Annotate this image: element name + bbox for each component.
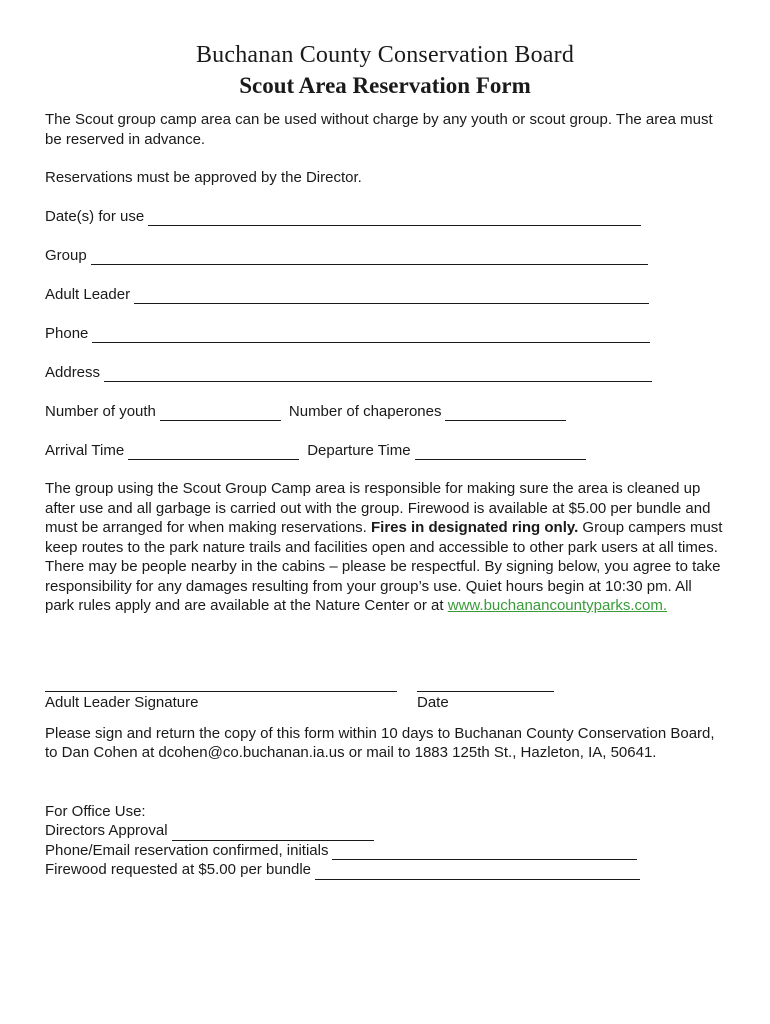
counts-field-row — [45, 402, 725, 422]
confirmed-field — [45, 841, 725, 861]
firewood-label: Firewood requested at $5.00 per bundle — [45, 861, 312, 878]
adult-leader-label: Adult Leader — [45, 285, 131, 303]
phone-field — [45, 324, 725, 344]
rules-text-1: The group using the Scout Group Camp area is responsible for making sure the area is cleaned up after use and all garbage is carried out with the group. Firewood is available at $5.00 per bundle and must be arranged for when making reservations. — [45, 480, 711, 536]
date-label: Date — [417, 693, 449, 711]
organization-title: Buchanan County Conservation Board — [195, 42, 575, 68]
approval-note: Reservations must be approved by the Director. — [45, 169, 362, 186]
dates-label: Date(s) for use — [45, 207, 145, 225]
adult-leader-field — [45, 285, 725, 305]
reservation-fields — [45, 207, 725, 461]
address-label: Address — [45, 363, 101, 381]
address-blank[interactable] — [104, 366, 652, 382]
reservation-form — [45, 40, 725, 880]
intro-paragraph: The Scout group camp area can be used without charge by any youth or scout group. The area must be reserved in advance. — [45, 111, 713, 148]
num-chaperones-blank[interactable] — [445, 405, 566, 421]
group-label: Group — [45, 246, 87, 264]
form-title: Scout Area Reservation Form — [239, 73, 531, 98]
signature-block — [45, 673, 725, 713]
num-youth-label: Number of youth — [45, 402, 156, 420]
group-field — [45, 246, 725, 266]
confirmed-blank[interactable] — [332, 844, 637, 860]
departure-blank[interactable] — [415, 444, 586, 460]
address-field — [45, 363, 725, 383]
fires-rule: Fires in designated ring only. — [371, 519, 579, 536]
office-use-section — [45, 802, 725, 880]
directors-approval-field — [45, 821, 725, 841]
phone-label: Phone — [45, 324, 89, 342]
dates-field — [45, 207, 725, 227]
dates-blank[interactable] — [148, 210, 641, 226]
leader-signature-line[interactable] — [45, 673, 397, 692]
adult-leader-blank[interactable] — [134, 288, 649, 304]
date-line[interactable] — [417, 673, 554, 692]
rules-text-2: Group campers must keep routes to the park nature trails and facilities open and accessible to other park users at all times. There may be people nearby in the cabins – please be respectful. By signing below, you agree to take responsibility for any damages resulting from your group’s use. Quiet hours begin at 10:30 pm. All park rules apply and are available at the Nature Center or at — [45, 519, 723, 614]
confirmed-label: Phone/Email reservation confirmed, initials — [45, 841, 329, 859]
leader-signature-label: Adult Leader Signature — [45, 693, 199, 711]
arrival-label: Arrival Time — [45, 441, 125, 459]
directors-approval-blank[interactable] — [172, 825, 374, 841]
phone-blank[interactable] — [92, 327, 650, 343]
rules-paragraph — [45, 479, 725, 616]
times-field-row — [45, 441, 725, 461]
return-instructions: Please sign and return the copy of this form within 10 days to Buchanan County Conservation Board, to Dan Cohen at dcohen@co.buchanan.ia.us or mail to 1883 125th St., Hazleton, IA, 50641. — [45, 724, 715, 761]
num-youth-blank[interactable] — [160, 405, 281, 421]
group-blank[interactable] — [91, 249, 648, 265]
departure-label: Departure Time — [307, 441, 411, 459]
firewood-blank[interactable] — [315, 864, 640, 880]
office-heading-row — [45, 802, 725, 822]
parks-website-link[interactable]: www.buchanancountyparks.com. — [447, 597, 668, 614]
arrival-blank[interactable] — [128, 444, 299, 460]
firewood-field — [45, 860, 725, 880]
directors-approval-label: Directors Approval — [45, 822, 168, 839]
office-heading: For Office Use: — [45, 802, 146, 820]
num-chaperones-label: Number of chaperones — [288, 402, 442, 420]
